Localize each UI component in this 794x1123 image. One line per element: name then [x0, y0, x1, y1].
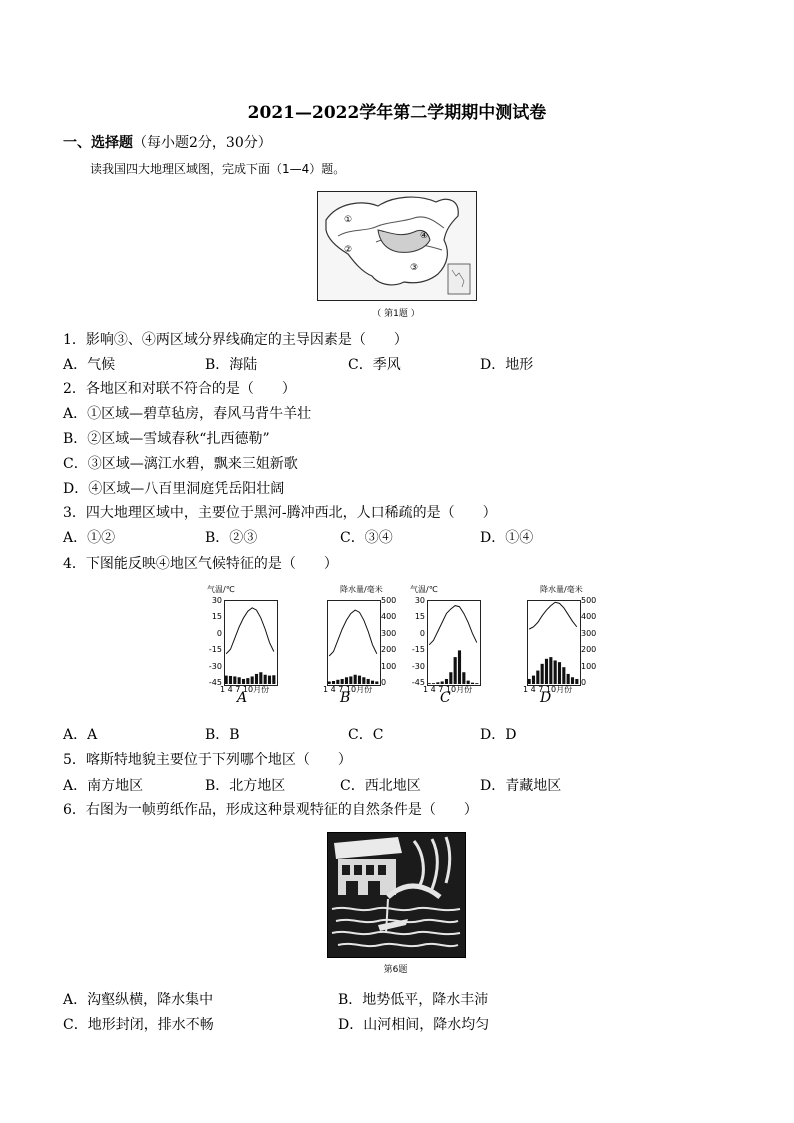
precip-bar-9	[462, 672, 465, 684]
q1-option-a: A．气候	[63, 357, 116, 373]
q4-option-b: B．B	[205, 727, 240, 743]
temp-tick-3: -15	[411, 645, 425, 655]
precip-bar-2	[432, 683, 435, 684]
precip-bar-10	[264, 675, 267, 684]
precip-bar-3	[233, 676, 236, 684]
month-axis-labels: 1 4 7 10月份	[523, 685, 573, 694]
q6-option-a: A．沟壑纵横，降水集中	[63, 992, 214, 1008]
precip-bar-3	[436, 682, 439, 684]
precip-bar-2	[332, 681, 335, 684]
region-1-label: ①	[344, 215, 353, 225]
china-regions-map	[317, 191, 477, 301]
q6-option-d: D．山河相间，降水均匀	[338, 1017, 490, 1033]
precip-axis-label: 降水量/毫米	[340, 585, 383, 594]
precip-tick-2: 300	[381, 628, 397, 638]
map-drawing	[318, 192, 476, 300]
chart-name: A	[237, 690, 248, 706]
precip-bar-11	[371, 681, 374, 684]
precip-bar-12	[375, 681, 378, 684]
temperature-line	[529, 602, 577, 629]
intro-text: 读我国四大地理区域图，完成下面（1—4）题。	[90, 162, 346, 176]
q5-option-d: D．青藏地区	[480, 778, 562, 794]
climate-chart-a	[207, 584, 307, 706]
chart-name: C	[440, 690, 451, 706]
precip-tick-3: 200	[581, 645, 597, 655]
precip-bar-10	[367, 679, 370, 684]
month-axis-labels: 1 4 7 10月份	[220, 685, 270, 694]
precip-bar-6	[549, 657, 552, 684]
precip-bar-4	[541, 664, 544, 684]
precip-bar-9	[259, 672, 262, 684]
precip-tick-0: 500	[381, 596, 397, 605]
section-name: 一、选择题	[63, 135, 133, 151]
temperature-line	[329, 610, 377, 656]
page-title: 2021—2022学年第二学期期中测试卷	[247, 103, 547, 123]
q5-option-c: C．西北地区	[340, 778, 421, 794]
precip-bar-9	[562, 667, 565, 684]
q4-option-d: D．D	[480, 727, 517, 743]
region-2-label: ②	[344, 245, 353, 255]
precip-bar-7	[454, 657, 457, 684]
precip-bar-1	[428, 683, 431, 684]
precip-bar-6	[246, 678, 249, 684]
precip-bar-11	[571, 677, 574, 684]
q6-option-c: C．地形封闭，排水不畅	[63, 1017, 214, 1033]
figure1-caption: （ 第1题 ）	[372, 309, 420, 319]
precip-bar-5	[345, 677, 348, 684]
temp-axis-label: 气温/℃	[410, 585, 438, 594]
figure6-caption: 第6题	[383, 965, 408, 975]
temp-tick-0: 30	[211, 596, 222, 605]
precip-tick-1: 400	[581, 612, 597, 622]
paper-cut-figure	[327, 832, 466, 958]
precip-bar-5	[242, 679, 245, 684]
section-heading	[63, 132, 272, 152]
precip-bar-6	[349, 676, 352, 684]
temp-tick-2: 0	[216, 628, 222, 638]
precip-bar-1	[225, 676, 228, 684]
precip-tick-0: 500	[581, 596, 597, 605]
precip-tick-3: 200	[381, 645, 397, 655]
precip-bar-10	[467, 681, 470, 684]
precip-bar-7	[554, 660, 557, 684]
question-4-stem: 4．下图能反映④地区气候特征的是（ ）	[63, 556, 338, 572]
climate-chart-c	[410, 584, 510, 706]
precip-bar-2	[229, 676, 232, 684]
q2-option-d: D．④区域—八百里洞庭凭岳阳壮阔	[63, 481, 285, 497]
precip-tick-1: 400	[381, 612, 397, 622]
temp-tick-0: 30	[414, 596, 425, 605]
precip-tick-4: 100	[581, 661, 597, 671]
q1-option-c: C．季风	[348, 357, 401, 373]
temp-tick-4: -30	[411, 661, 425, 671]
temp-tick-1: 15	[414, 612, 425, 622]
precip-bar-11	[471, 683, 474, 684]
q1-option-b: B．海陆	[205, 357, 258, 373]
month-axis-labels: 1 4 7 10月份	[323, 685, 373, 694]
q2-option-c: C．③区域—漓江水碧，飘来三姐新歌	[63, 456, 298, 472]
section-note: （每小题2分，30分）	[133, 135, 272, 151]
precip-bar-11	[268, 676, 271, 684]
question-2-stem: 2．各地区和对联不符合的是（ ）	[63, 381, 296, 397]
precip-bar-1	[528, 679, 531, 684]
temp-tick-2: 0	[419, 628, 425, 638]
temp-tick-4: -30	[208, 661, 222, 671]
precip-bar-10	[567, 674, 570, 684]
q4-option-a: A．A	[63, 727, 98, 743]
temp-tick-5: -45	[411, 678, 425, 687]
precip-bar-1	[328, 681, 331, 684]
precip-bar-8	[458, 650, 461, 684]
question-3-stem: 3．四大地理区域中，主要位于黑河-腾冲西北，人口稀疏的是（ ）	[63, 505, 497, 521]
q4-option-c: C．C	[348, 727, 384, 743]
q3-option-c: C．③④	[340, 530, 393, 546]
precip-bar-7	[354, 675, 357, 684]
precip-bar-12	[272, 675, 275, 684]
q5-option-b: B．北方地区	[205, 778, 286, 794]
precip-tick-2: 300	[581, 628, 597, 638]
q5-option-a: A．南方地区	[63, 778, 144, 794]
precip-bar-4	[238, 677, 241, 684]
q6-option-b: B．地势低平，降水丰沛	[338, 992, 489, 1008]
precip-tick-4: 100	[381, 661, 397, 671]
precip-bar-2	[532, 676, 535, 684]
climate-plot	[427, 600, 479, 684]
chart-name: B	[340, 690, 351, 706]
question-6-stem: 6．右图为一帧剪纸作品，形成这种景观特征的自然条件是（ ）	[63, 802, 478, 818]
month-axis-labels: 1 4 7 10月份	[423, 685, 473, 694]
temp-tick-1: 15	[211, 612, 222, 622]
temp-tick-5: -45	[208, 678, 222, 687]
q1-option-d: D．地形	[480, 357, 534, 373]
precip-tick-5: 0	[381, 678, 387, 687]
region-4-label: ④	[420, 231, 429, 241]
precip-bar-4	[441, 681, 444, 684]
precip-bar-8	[558, 662, 561, 684]
q3-option-d: D．①④	[480, 530, 534, 546]
precip-bar-12	[575, 679, 578, 684]
temp-tick-3: -15	[208, 645, 222, 655]
q3-option-a: A．①②	[63, 530, 116, 546]
temp-axis-label: 气温/℃	[207, 585, 235, 594]
question-5-stem: 5．喀斯特地貌主要位于下列哪个地区（ ）	[63, 752, 352, 768]
climate-chart-d	[510, 584, 610, 706]
precip-bar-3	[536, 671, 539, 684]
climate-plot	[527, 600, 579, 684]
q3-option-b: B．②③	[205, 530, 258, 546]
q2-option-a: A．①区域—碧草毡房，春风马背牛羊壮	[63, 406, 312, 422]
temperature-line	[429, 606, 477, 645]
precip-bar-5	[545, 659, 548, 684]
precip-bar-8	[358, 676, 361, 684]
precip-bar-5	[445, 679, 448, 684]
precip-bar-9	[362, 677, 365, 684]
precip-bar-3	[336, 680, 339, 684]
precip-bar-7	[251, 676, 254, 684]
q2-option-b: B．②区域—雪域春秋“扎西德勒”	[63, 431, 270, 447]
precip-bar-6	[449, 672, 452, 684]
paper-cut-drawing	[328, 833, 465, 957]
climate-plot	[327, 600, 379, 684]
precip-bar-12	[475, 683, 478, 684]
chart-name: D	[540, 690, 552, 706]
precip-bar-8	[255, 674, 258, 684]
precip-bar-4	[341, 679, 344, 684]
temperature-line	[226, 608, 274, 654]
precip-tick-5: 0	[581, 678, 587, 687]
precip-axis-label: 降水量/毫米	[540, 585, 583, 594]
climate-plot	[224, 600, 276, 684]
climate-chart-b	[310, 584, 410, 706]
region-3-label: ③	[410, 263, 419, 273]
question-1-stem: 1．影响③、④两区域分界线确定的主导因素是（ ）	[63, 332, 408, 348]
